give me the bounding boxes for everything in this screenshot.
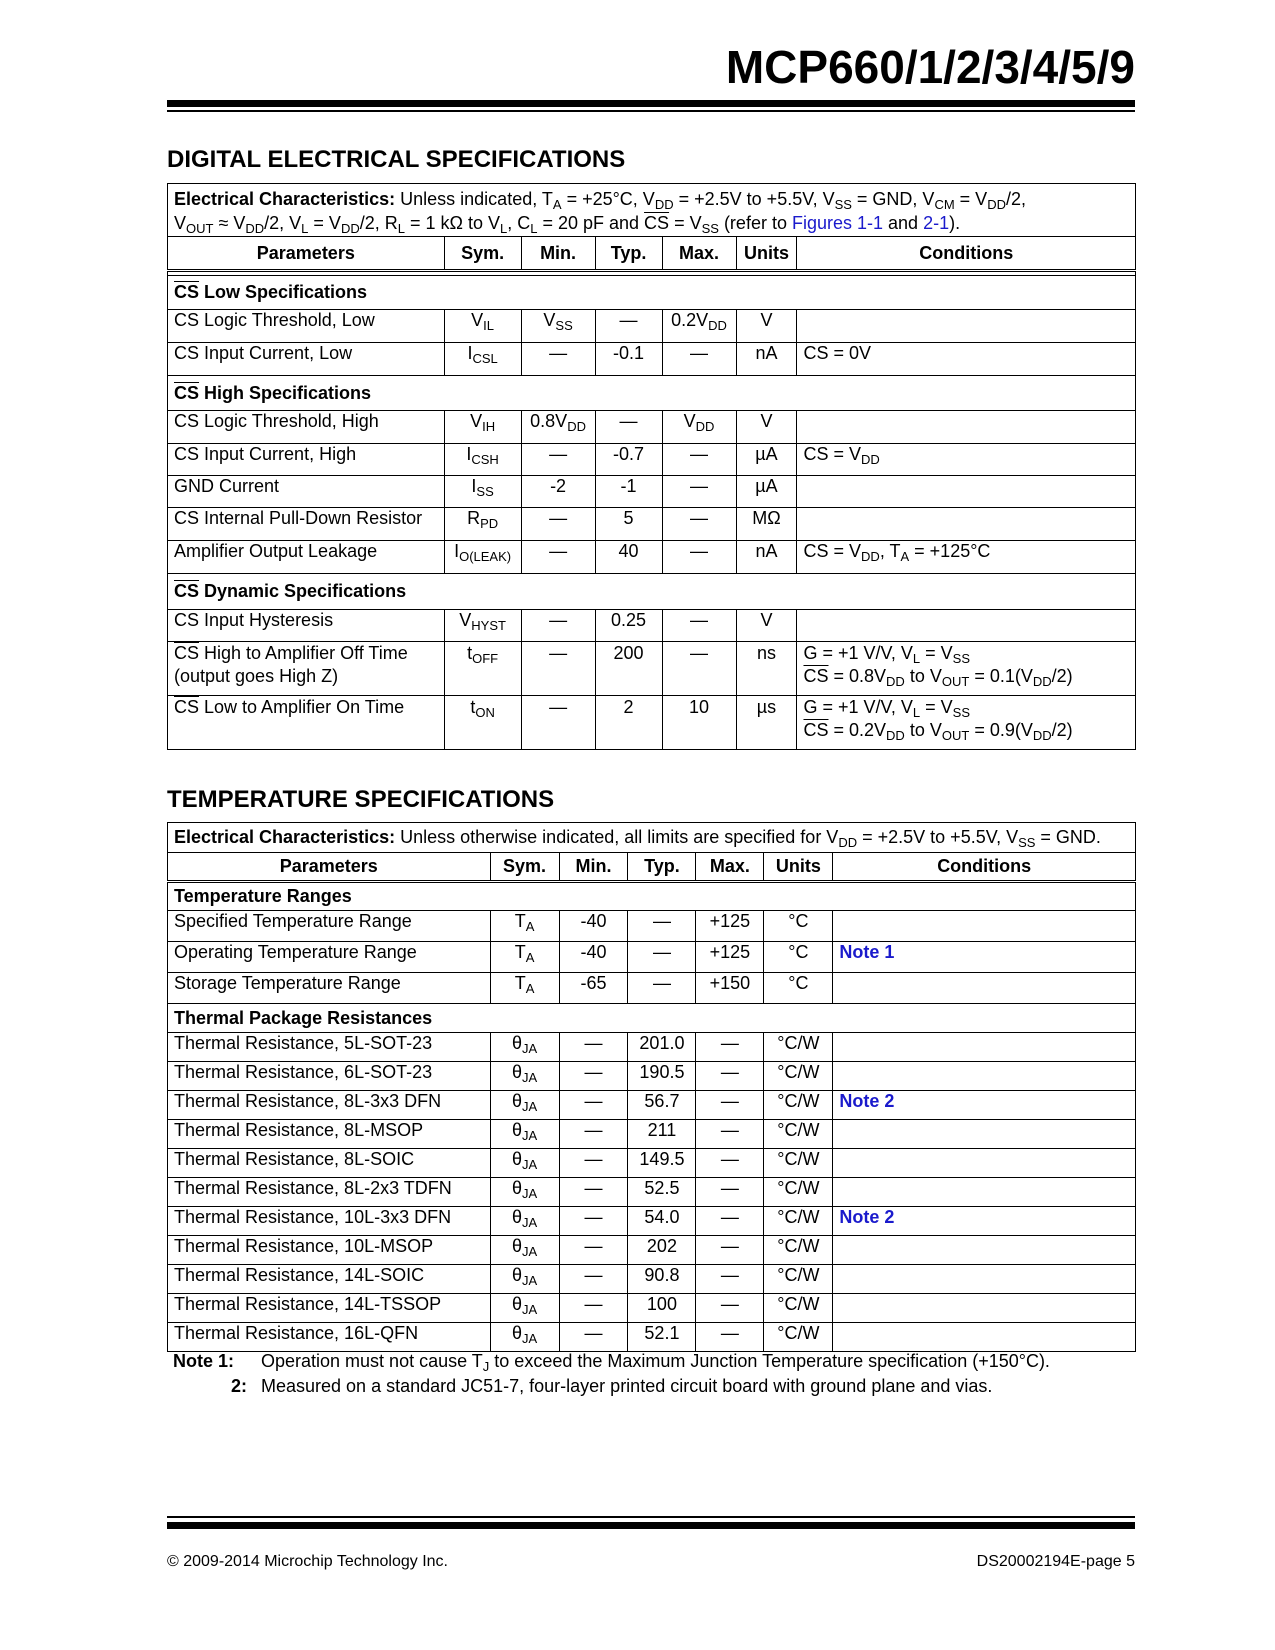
note-1-link[interactable]: Note 1 (833, 942, 1136, 973)
header-row (168, 237, 1136, 271)
table-row: Storage Temperature Range $T_A$ -65 — +150 °C (168, 973, 1136, 1004)
ec-cell: Electrical Characteristics: Unless otherwise indicated, all limits are specified for $V_{DD} = +2.5V$ to +5.5V, $V_{SS}$ = GND. (168, 823, 1136, 853)
header-rule-thin (167, 110, 1135, 112)
table-row: Thermal Resistance, 8L-3x3 DFN $\theta_{JA}$ — 56.7 — °C/W Note 2 (168, 1091, 1136, 1120)
footer-rule-thin (167, 1516, 1135, 1518)
figure-link-1-1[interactable]: Figures 1-1 (791, 213, 884, 233)
col-header-sym: Sym. (490, 853, 559, 882)
table-row: $\overline{CS}$ Input Current, Low $I_{CSL}$ — -0.1 — nA $\overline{CS} = 0V$ (168, 343, 1136, 376)
group-row-temperature-ranges: Temperature Ranges (168, 882, 1136, 911)
group-row-dynamic: $\overline{CS}$ Dynamic Specifications (168, 574, 1136, 610)
table-row: Thermal Resistance, 14L-SOIC $\theta_{JA}$ — 90.8 — °C/W (168, 1265, 1136, 1294)
group-row-low: $\overline{CS}$ Low Specifications (168, 276, 1136, 310)
ec-cell: Electrical Characteristics: Unless indicated, $T_A = +25^\circ C$, $V_{DD} = +2.5V$ to +5.5V, $V_{SS}$ = GND, $V_{CM} = V_{DD}/2$, $V_{OUT} \approx V_{DD}/2$, $V_L = V_{DD}/2$, $R_L = 1$ kΩ to $V_L$, $C_L = 20$ pF and $\overline{CS} = V_{SS}$ (refer to Figures 1-1 and 2-1). (168, 184, 1136, 237)
table-row: Thermal Resistance, 5L-SOT-23 $\theta_{JA}$ — 201.0 — °C/W (168, 1033, 1136, 1062)
table-row: Thermal Resistance, 14L-TSSOP $\theta_{JA}$ — 100 — °C/W (168, 1294, 1136, 1323)
table-row: Operating Temperature Range $T_A$ -40 — +125 °C Note 1 (168, 942, 1136, 973)
table-row: $\overline{CS}$ Input Hysteresis $V_{HYST}$ — 0.25 — V (168, 610, 1136, 642)
table-row: Amplifier Output Leakage $I_{O(LEAK)}$ — 40 — nA $\overline{CS} = V_{DD}$, $T_A = +125^\circ C$ (168, 541, 1136, 574)
table-row: Specified Temperature Range $T_A$ -40 — +125 °C (168, 911, 1136, 942)
table-row: $\overline{CS}$ Low to Amplifier On Time $t_{ON}$ — 2 10 µs G = +1 V/V, $V_L = V_{SS}$ $\overline{CS} = 0.2V_{DD}$ to $V_{OUT} = 0.9(V_{DD}/2)$ (168, 696, 1136, 750)
table-row: GND Current $I_{SS}$ -2 -1 — µA (168, 476, 1136, 508)
group-row-thermal: Thermal Package Resistances (168, 1004, 1136, 1033)
header-rule (167, 100, 1135, 107)
note-2-link[interactable]: Note 2 (833, 1207, 1136, 1236)
footer-page-number: DS20002194E-page 5 (976, 1553, 1135, 1570)
table-row: Thermal Resistance, 10L-3x3 DFN $\theta_{JA}$ — 54.0 — °C/W Note 2 (168, 1207, 1136, 1236)
footer-rule (167, 1522, 1135, 1529)
section-title-digital: DIGITAL ELECTRICAL SPECIFICATIONS (167, 146, 626, 173)
col-header-parameters: Parameters (168, 237, 445, 271)
note-2: 2: Measured on a standard JC51-7, four-layer printed circuit board with ground plane and vias. (230, 1376, 993, 1396)
notes (173, 1351, 1050, 1401)
table-row: $\overline{CS}$ Logic Threshold, High $V_{IH}$ $0.8V_{DD}$ — $V_{DD}$ V (168, 411, 1136, 444)
table-row: Thermal Resistance, 8L-2x3 TDFN $\theta_{JA}$ — 52.5 — °C/W (168, 1178, 1136, 1207)
table-row: Thermal Resistance, 8L-SOIC $\theta_{JA}$ — 149.5 — °C/W (168, 1149, 1136, 1178)
page-title: MCP660/1/2/3/4/5/9 (725, 41, 1135, 93)
col-header-max: Max. (696, 853, 764, 882)
col-header-typ: Typ. (628, 853, 696, 882)
col-header-max: Max. (662, 237, 736, 271)
col-header-typ: Typ. (595, 237, 662, 271)
ec-label: Electrical Characteristics: (174, 189, 396, 209)
ec-row (168, 823, 1136, 853)
footer-copyright: © 2009-2014 Microchip Technology Inc. (167, 1553, 448, 1570)
thermal-rows (168, 1033, 1136, 1352)
note-1: Note 1: Operation must not cause $T_J$ to exceed the Maximum Junction Temperature specification (+150°C). (173, 1351, 1050, 1374)
col-header-min: Min. (559, 853, 628, 882)
ec-row (168, 184, 1136, 237)
col-header-min: Min. (521, 237, 595, 271)
table-row: $\overline{CS}$ Logic Threshold, Low $V_{IL}$ $V_{SS}$ — $0.2V_{DD}$ V (168, 310, 1136, 343)
col-header-parameters: Parameters (168, 853, 491, 882)
table-row: Thermal Resistance, 10L-MSOP $\theta_{JA}$ — 202 — °C/W (168, 1236, 1136, 1265)
col-header-sym: Sym. (444, 237, 521, 271)
table-row: $\overline{CS}$ High to Amplifier Off Time (output goes High Z) $t_{OFF}$ — 200 — ns G = +1 V/V, $V_L = V_{SS}$ $\overline{CS} = 0.8V_{DD}$ to $V_{OUT} = 0.1(V_{DD}/2)$ (168, 642, 1136, 696)
digital-spec-table (167, 183, 1136, 750)
col-header-conditions: Conditions (797, 237, 1136, 271)
table-row: Thermal Resistance, 6L-SOT-23 $\theta_{JA}$ — 190.5 — °C/W (168, 1062, 1136, 1091)
col-header-units: Units (736, 237, 797, 271)
table-row: $\overline{CS}$ Internal Pull-Down Resistor $R_{PD}$ — 5 — MΩ (168, 508, 1136, 541)
figure-link-2-1[interactable]: 2-1 (923, 213, 950, 233)
group-row-high: $\overline{CS}$ High Specifications (168, 376, 1136, 411)
table-row: Thermal Resistance, 16L-QFN $\theta_{JA}$ — 52.1 — °C/W (168, 1323, 1136, 1352)
temperature-spec-table (167, 822, 1136, 1352)
section-title-temperature: TEMPERATURE SPECIFICATIONS (167, 786, 555, 813)
note-2-link[interactable]: Note 2 (833, 1091, 1136, 1120)
header-row (168, 853, 1136, 882)
col-header-units: Units (764, 853, 833, 882)
col-header-conditions: Conditions (833, 853, 1136, 882)
table-row: $\overline{CS}$ Input Current, High $I_{CSH}$ — -0.7 — µA $\overline{CS} = V_{DD}$ (168, 444, 1136, 476)
table-row: Thermal Resistance, 8L-MSOP $\theta_{JA}$ — 211 — °C/W (168, 1120, 1136, 1149)
